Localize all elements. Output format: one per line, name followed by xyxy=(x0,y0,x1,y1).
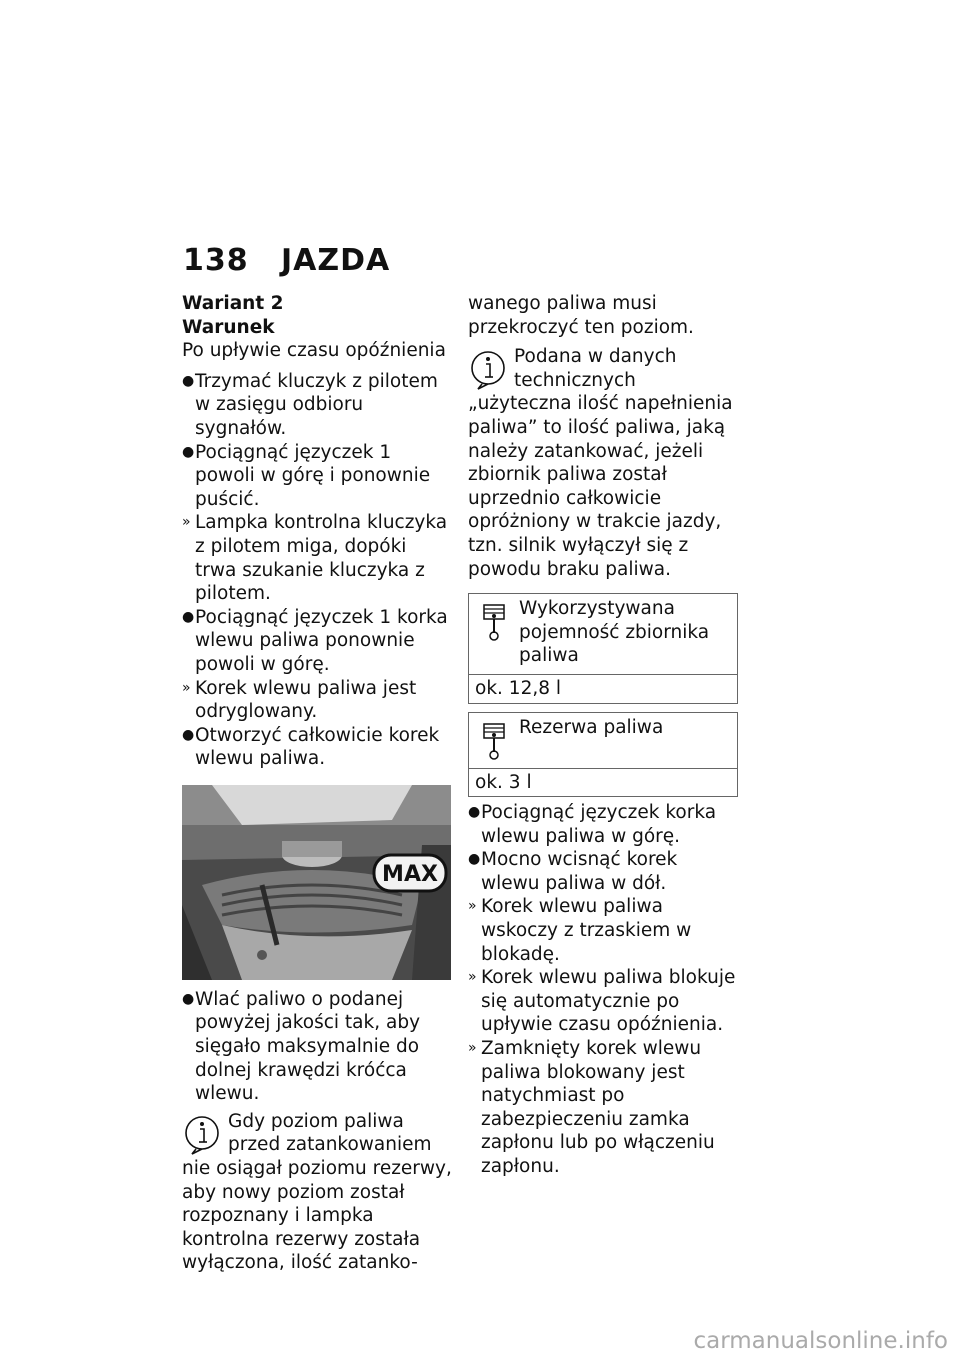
result-marker: » xyxy=(182,514,191,531)
step-text: Wlać paliwo o podanej powyżej jakości tak, aby sięgało maksymalnie do dolnej krawędzi króćca wlewu. xyxy=(195,988,421,1105)
max-label: MAX xyxy=(382,861,438,887)
bullet-marker: ● xyxy=(468,851,481,868)
right-column xyxy=(468,292,738,1179)
list-item xyxy=(468,848,738,895)
bullet-marker: ● xyxy=(182,608,195,625)
result-marker: » xyxy=(468,969,477,986)
section-title: JAZDA xyxy=(281,243,391,278)
note-text: Podana w danych technicznych „użyteczna ilość napełnienia paliwa” to ilość paliwa, jaką należy zatankować, jeżeli zbiornik paliwa został uprzednio całkowicie opróżniony w trakcie jazdy, tzn. silnik wyłączył się z powodu braku paliwa. xyxy=(468,346,733,580)
bullet-marker: ● xyxy=(468,804,481,821)
list-item xyxy=(182,606,452,677)
step-text: Pociągnąć języczek 1 powoli w górę i ponownie puścić. xyxy=(195,441,431,510)
info-icon xyxy=(182,1113,222,1155)
list-item xyxy=(468,1037,738,1179)
step-text: Otworzyć całkowicie korek wlewu paliwa. xyxy=(195,724,440,770)
step-text: Korek wlewu paliwa blokuje się automatycznie po upływie czasu opóźnienia. xyxy=(481,967,736,1036)
page-header xyxy=(183,243,390,278)
list-item xyxy=(468,966,738,1037)
bullet-marker: ● xyxy=(182,990,195,1007)
spec-box-usable-capacity xyxy=(468,593,738,703)
step-text: Korek wlewu paliwa jest odryglowany. xyxy=(195,677,417,723)
step-text: Pociągnąć języczek 1 korka wlewu paliwa ponownie powoli w górę. xyxy=(195,606,448,675)
intro-text: Po upływie czasu opóźnienia xyxy=(182,340,446,362)
spec-value: ok. 3 l xyxy=(469,768,737,797)
bullet-marker: ● xyxy=(182,372,195,389)
list-item xyxy=(468,895,738,966)
variant-heading: Wariant 2 xyxy=(182,293,284,314)
list-item xyxy=(182,370,452,441)
spec-label: Rezerwa paliwa xyxy=(519,716,664,738)
watermark: carmanualsonline.info xyxy=(693,1328,948,1354)
bullet-marker: ● xyxy=(182,726,195,743)
spec-value: ok. 12,8 l xyxy=(469,674,737,703)
step-text: Korek wlewu paliwa wskoczy z trzaskiem w blokadę. xyxy=(481,896,692,965)
result-marker: » xyxy=(468,1040,477,1057)
list-item xyxy=(182,988,452,1106)
fuel-filler-photo xyxy=(182,785,451,980)
result-marker: » xyxy=(468,898,477,915)
note-text: Gdy poziom paliwa przed zatankowaniem nie osiągał poziomu rezerwy, aby nowy poziom został rozpoznany i lampka kontrolna rezerwy została wyłączona, ilość zatanko- xyxy=(182,1110,452,1274)
result-marker: » xyxy=(182,679,191,696)
step-text: Lampka kontrolna kluczyka z pilotem miga, dopóki trwa szukanie kluczyka z pilotem. xyxy=(195,512,448,605)
spec-box-reserve xyxy=(468,712,738,798)
bullet-marker: ● xyxy=(182,443,195,460)
left-column xyxy=(182,292,452,1275)
step-text: Zamknięty korek wlewu paliwa blokowany jest natychmiast po zabezpieczeniu zamka zapłonu lub po włączeniu zapłonu. xyxy=(481,1038,715,1177)
list-item xyxy=(468,801,738,848)
info-note xyxy=(182,1110,452,1275)
list-item xyxy=(182,724,452,771)
list-item xyxy=(182,677,452,724)
spec-label: Wykorzystywana pojemność zbiornika paliwa xyxy=(519,598,710,667)
continuation-text: wanego paliwa musi przekroczyć ten poziom. xyxy=(468,293,694,338)
engine-piston-icon xyxy=(479,603,509,643)
list-item xyxy=(182,511,452,605)
info-note xyxy=(468,345,738,581)
step-text: Pociągnąć języczek korka wlewu paliwa w górę. xyxy=(481,802,717,847)
engine-piston-icon xyxy=(479,722,509,762)
list-item xyxy=(182,441,452,512)
condition-heading: Warunek xyxy=(182,316,275,338)
step-text: Trzymać kluczyk z pilotem w zasięgu odbioru sygnałów. xyxy=(195,370,438,439)
info-icon xyxy=(468,348,508,390)
step-text: Mocno wcisnąć korek wlewu paliwa w dół. xyxy=(481,849,678,894)
page-number: 138 xyxy=(183,243,249,278)
